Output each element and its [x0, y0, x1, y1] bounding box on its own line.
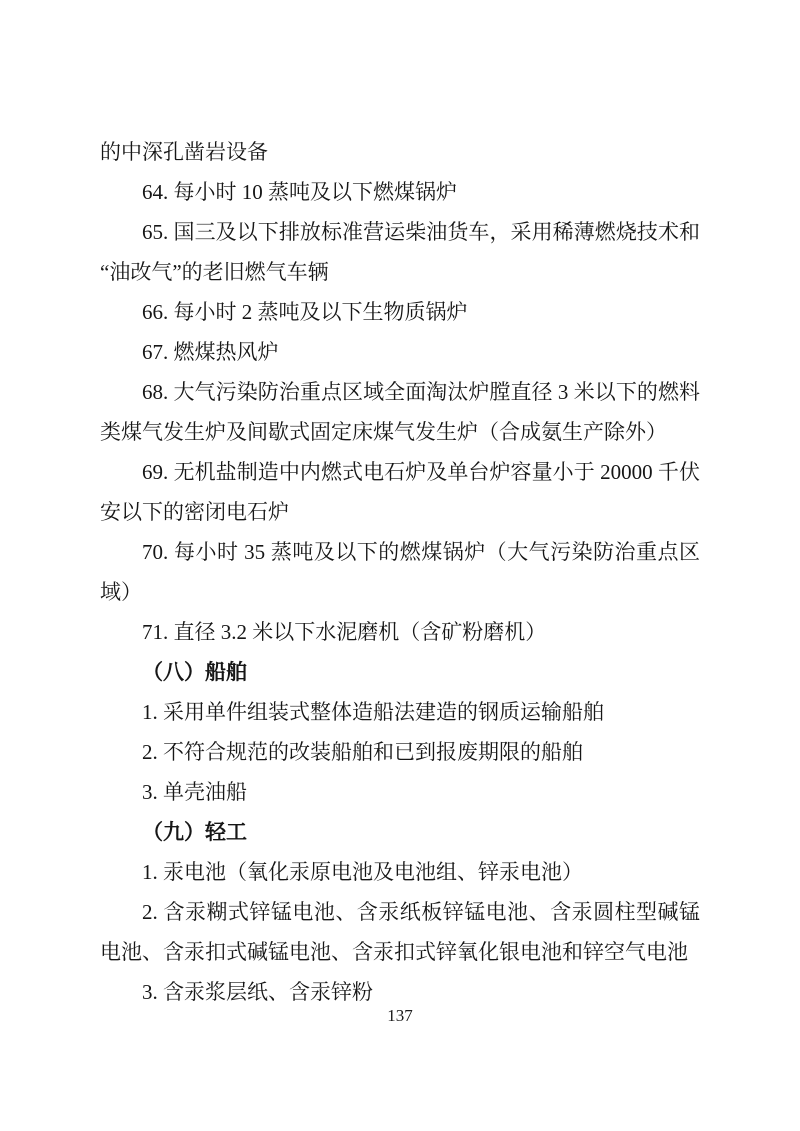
- catalog-item-71: 71. 直径 3.2 米以下水泥磨机（含矿粉磨机）: [142, 620, 547, 644]
- catalog-item-69: 69. 无机盐制造中内燃式电石炉及单台炉容量小于 20000 千伏安以下的密闭电石炉: [100, 460, 700, 524]
- light-industry-item-2: 2. 含汞糊式锌锰电池、含汞纸板锌锰电池、含汞圆柱型碱锰电池、含汞扣式碱锰电池、含汞扣式锌氧化银电池和锌空气电池: [100, 900, 700, 964]
- ships-item-3: 3. 单壳油船: [142, 780, 247, 804]
- page-number: 137: [387, 1006, 413, 1025]
- catalog-item-68: 68. 大气污染防治重点区域全面淘汰炉膛直径 3 米以下的燃料类煤气发生炉及间歇式固定床煤气发生炉（合成氨生产除外）: [100, 380, 700, 444]
- catalog-item-65: 65. 国三及以下排放标准营运柴油货车，采用稀薄燃烧技术和“油改气”的老旧燃气车辆: [100, 220, 700, 284]
- catalog-item-66: 66. 每小时 2 蒸吨及以下生物质锅炉: [142, 300, 468, 324]
- catalog-item-63-continuation: 的中深孔凿岩设备: [100, 140, 268, 164]
- ships-item-2: 2. 不符合规范的改装船舶和已到报废期限的船舶: [142, 740, 583, 764]
- page-body-text: [100, 132, 700, 1012]
- light-industry-item-1: 1. 汞电池（氧化汞原电池及电池组、锌汞电池）: [142, 860, 583, 884]
- ships-item-1: 1. 采用单件组装式整体造船法建造的钢质运输船舶: [142, 700, 604, 724]
- section-heading-ships: （八）船舶: [142, 660, 247, 684]
- catalog-item-64: 64. 每小时 10 蒸吨及以下燃煤锅炉: [142, 180, 457, 204]
- catalog-item-70: 70. 每小时 35 蒸吨及以下的燃煤锅炉（大气污染防治重点区域）: [100, 540, 700, 604]
- section-heading-light-industry: （九）轻工: [142, 820, 247, 844]
- light-industry-item-3: 3. 含汞浆层纸、含汞锌粉: [142, 980, 373, 1004]
- catalog-item-67: 67. 燃煤热风炉: [142, 340, 279, 364]
